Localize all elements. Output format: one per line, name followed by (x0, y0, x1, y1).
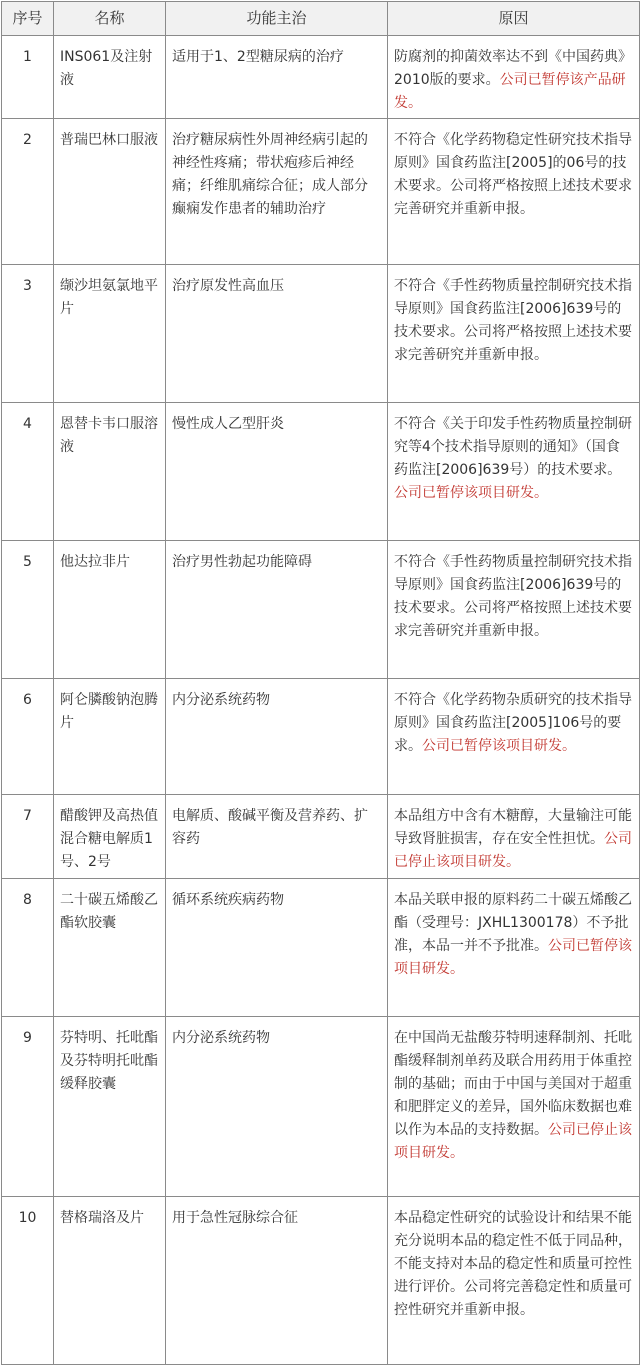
table-body (2, 36, 640, 1365)
drug-indication: 内分泌系统药物 (166, 679, 388, 795)
reason-text: 不符合《关于印发手性药物质量控制研究等4个技术指导原则的通知》（国食药监注[2006]639号）的技术要求。 (394, 416, 632, 478)
table-row (2, 36, 640, 119)
table-row (2, 795, 640, 879)
header-reason: 原因 (388, 2, 640, 36)
reason-text: 本品稳定性研究的试验设计和结果不能充分说明本品的稳定性不低于同品种，不能支持对本品的稳定性和质量可控性进行评价。公司将完善稳定性和质量可控性研究并重新申报。 (394, 1210, 632, 1318)
reason-cell (388, 265, 640, 403)
table-row (2, 119, 640, 265)
reason-text: 不符合《化学药物稳定性研究技术指导原则》国食药监注[2005]的06号的技术要求。公司将严格按照上述技术要求完善研究并重新申报。 (394, 132, 632, 217)
reason-cell (388, 879, 640, 1017)
header-name: 名称 (54, 2, 166, 36)
reason-status-highlight: 公司已停止该项目研发。 (394, 831, 632, 870)
reason-cell (388, 119, 640, 265)
reason-text: 本品组方中含有木糖醇，大量输注可能导致肾脏损害，存在安全性担忧。 (394, 808, 632, 847)
drug-indication: 适用于1、2型糖尿病的治疗 (166, 36, 388, 119)
table-row (2, 265, 640, 403)
table-row (2, 1197, 640, 1365)
reason-cell (388, 679, 640, 795)
table-row (2, 541, 640, 679)
row-number: 7 (2, 795, 54, 879)
reason-cell (388, 541, 640, 679)
header-num: 序号 (2, 2, 54, 36)
drug-name: 普瑞巴林口服液 (54, 119, 166, 265)
drug-name: 缬沙坦氨氯地平片 (54, 265, 166, 403)
reason-text: 不符合《手性药物质量控制研究技术指导原则》国食药监注[2006]639号的技术要求。公司将严格按照上述技术要求完善研究并重新申报。 (394, 554, 632, 639)
drug-name: 二十碳五烯酸乙酯软胶囊 (54, 879, 166, 1017)
table-header-row (2, 2, 640, 36)
row-number: 6 (2, 679, 54, 795)
table-row (2, 1017, 640, 1197)
row-number: 5 (2, 541, 54, 679)
row-number: 3 (2, 265, 54, 403)
drug-indication: 循环系统疾病药物 (166, 879, 388, 1017)
drug-indication: 内分泌系统药物 (166, 1017, 388, 1197)
reason-text: 本品关联申报的原料药二十碳五烯酸乙酯（受理号：JXHL1300178）不予批准，本品一并不予批准。 (394, 892, 632, 954)
header-indication: 功能主治 (166, 2, 388, 36)
reason-status-highlight: 公司已暂停该产品研发。 (394, 72, 626, 111)
drug-name: 醋酸钾及高热值混合糖电解质1号、2号 (54, 795, 166, 879)
drug-table (1, 1, 640, 1365)
drug-indication: 电解质、酸碱平衡及营养药、扩容药 (166, 795, 388, 879)
table-row (2, 879, 640, 1017)
drug-name: 阿仑膦酸钠泡腾片 (54, 679, 166, 795)
drug-name: 恩替卡韦口服溶液 (54, 403, 166, 541)
row-number: 4 (2, 403, 54, 541)
reason-cell (388, 36, 640, 119)
row-number: 8 (2, 879, 54, 1017)
drug-name: 他达拉非片 (54, 541, 166, 679)
reason-status-highlight: 公司已停止该项目研发。 (394, 1122, 632, 1161)
reason-cell (388, 403, 640, 541)
reason-status-highlight: 公司已暂停该项目研发。 (422, 738, 576, 754)
reason-cell (388, 1017, 640, 1197)
drug-indication: 治疗男性勃起功能障碍 (166, 541, 388, 679)
row-number: 1 (2, 36, 54, 119)
reason-text: 在中国尚无盐酸芬特明速释制剂、托吡酯缓释制剂单药及联合用药用于体重控制的基础；而由于中国与美国对于超重和肥胖定义的差异，国外临床数据也难以作为本品的支持数据。 (394, 1030, 632, 1138)
reason-cell (388, 1197, 640, 1365)
page (0, 1, 640, 1360)
row-number: 9 (2, 1017, 54, 1197)
drug-indication: 治疗原发性高血压 (166, 265, 388, 403)
drug-name: INS061及注射液 (54, 36, 166, 119)
table-row (2, 679, 640, 795)
reason-status-highlight: 公司已暂停该项目研发。 (394, 485, 548, 501)
drug-indication: 治疗糖尿病性外周神经病引起的神经性疼痛；带状疱疹后神经痛；纤维肌痛综合征；成人部分癫痫发作患者的辅助治疗 (166, 119, 388, 265)
reason-text: 不符合《化学药物杂质研究的技术指导原则》国食药监注[2005]106号的要求。 (394, 692, 632, 754)
drug-name: 替格瑞洛及片 (54, 1197, 166, 1365)
drug-name: 芬特明、托吡酯及芬特明托吡酯缓释胶囊 (54, 1017, 166, 1197)
row-number: 2 (2, 119, 54, 265)
row-number: 10 (2, 1197, 54, 1365)
reason-cell (388, 795, 640, 879)
reason-text: 不符合《手性药物质量控制研究技术指导原则》国食药监注[2006]639号的技术要求。公司将严格按照上述技术要求完善研究并重新申报。 (394, 278, 632, 363)
drug-indication: 用于急性冠脉综合征 (166, 1197, 388, 1365)
reason-text: 防腐剂的抑菌效率达不到《中国药典》2010版的要求。 (394, 49, 632, 88)
drug-indication: 慢性成人乙型肝炎 (166, 403, 388, 541)
reason-status-highlight: 公司已暂停该项目研发。 (394, 938, 632, 977)
table-row (2, 403, 640, 541)
